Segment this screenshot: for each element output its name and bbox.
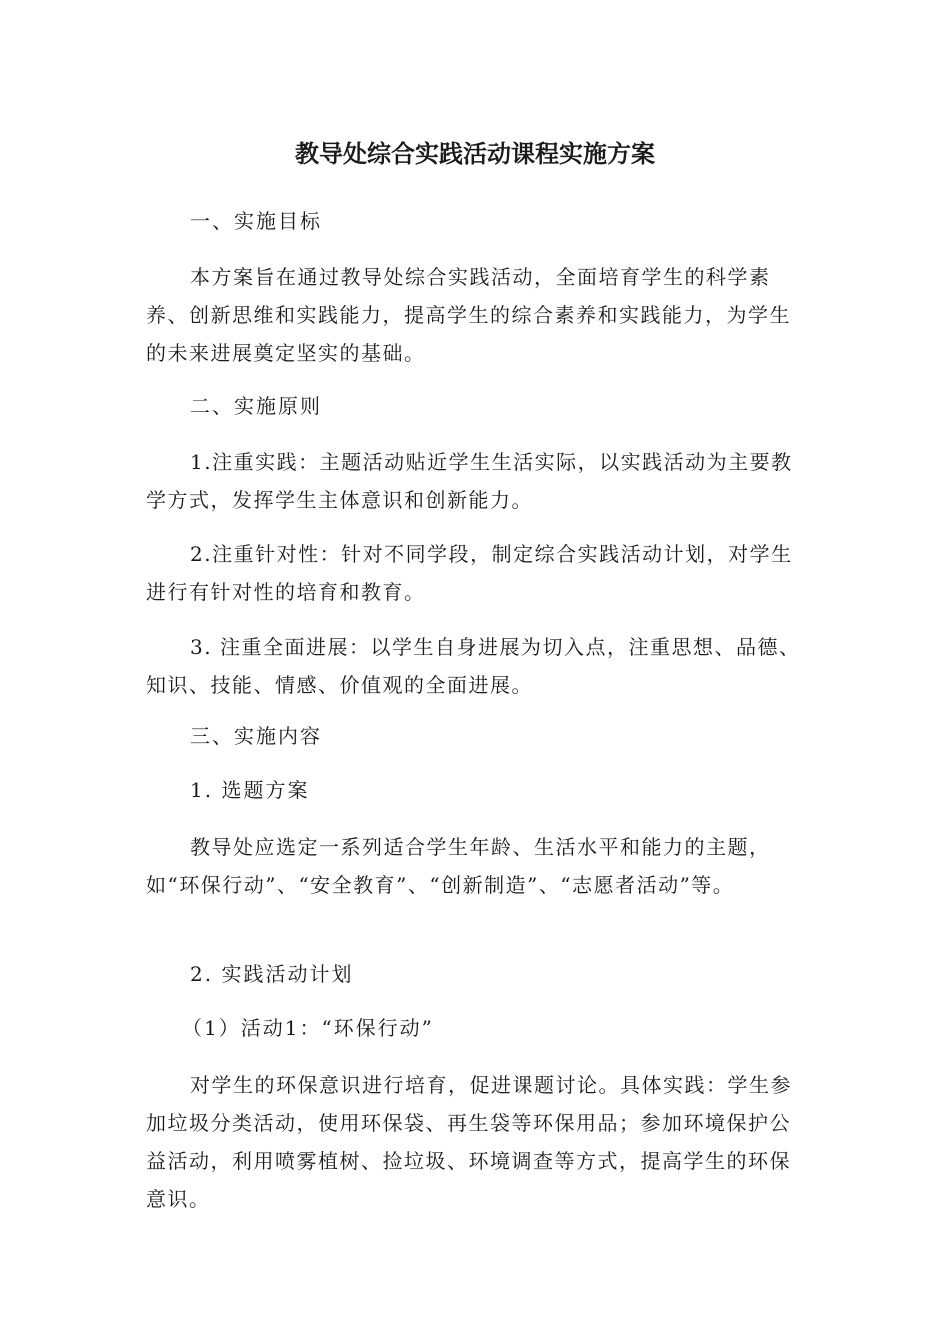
subsection-heading-topics: 1. 选题方案 <box>190 778 310 802</box>
section-heading-content: 三、实施内容 <box>190 724 322 748</box>
section-paragraph-goals: 本方案旨在通过教导处综合实践活动，全面培育学生的科学素养、创新思维和实践能力，提高学生的综合素养和实践能力，为学生的未来进展奠定坚实的基础。 <box>146 265 791 365</box>
document-title: 教导处综合实践活动课程实施方案 <box>295 140 655 168</box>
section-heading-principles: 二、实施原则 <box>190 394 322 418</box>
activity-heading-1: （1）活动1：“环保行动” <box>182 1016 434 1040</box>
principle-item-3: 3. 注重全面进展：以学生自身进展为切入点，注重思想、品德、知识、技能、情感、价值观的全面进展。 <box>146 635 801 697</box>
subsection-paragraph-topics: 教导处应选定一系列适合学生年龄、生活水平和能力的主题，如“环保行动”、“安全教育”、“创新制造”、“志愿者活动”等。 <box>146 835 771 897</box>
principle-item-1: 1.注重实践：主题活动贴近学生生活实际，以实践活动为主要教学方式，发挥学生主体意识和创新能力。 <box>146 450 793 512</box>
section-heading-goals: 一、实施目标 <box>190 209 322 233</box>
activity-paragraph-1: 对学生的环保意识进行培育，促进课题讨论。具体实践：学生参加垃圾分类活动，使用环保袋、再生袋等环保用品；参加环境保护公益活动，利用喷雾植树、捡垃圾、环境调查等方式，提高学生的环保意识。 <box>146 1073 792 1211</box>
subsection-heading-plan: 2. 实践活动计划 <box>190 962 354 986</box>
principle-item-2: 2.注重针对性：针对不同学段，制定综合实践活动计划，对学生进行有针对性的培育和教育。 <box>146 542 793 604</box>
